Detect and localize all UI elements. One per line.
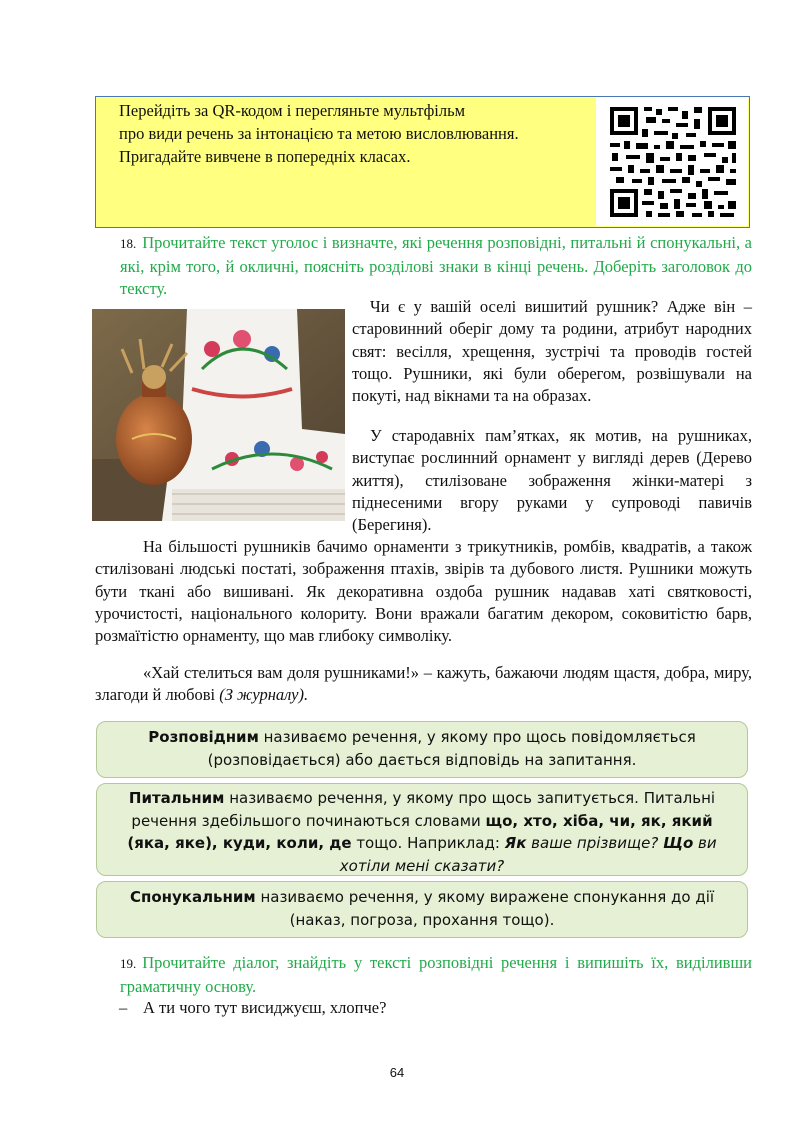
rule-example-1-word: Як (504, 834, 527, 852)
rule-interrogative-term: Питальним (128, 789, 225, 807)
rule-example-1-rest: ваше прізвище? (526, 834, 664, 852)
rule-declarative-term: Розповідним (148, 728, 259, 746)
task-18 (120, 232, 752, 301)
rule-declarative (96, 721, 748, 778)
rule-interrogative-text: називаємо речення, у якому про щось запитується. Питальні речення здебільшого починаються словами (131, 789, 716, 830)
paragraph-2-text: У стародавніх пам’ятках, як мотив, на рушниках, виступає рослинний орнамент у вигляді дерев (Дерево життя), стилізоване зображення жінки-матері з піднесеними вгору руками у супроводі павичів (Берегиня). (352, 426, 752, 535)
paragraph-2 (352, 425, 752, 536)
task-18-text: Прочитайте текст уголос і визначте, які речення розповідні, питальні й спонукальні, а які, крім того, й окличні, поясніть розділові знаки в кінці речень. Доберіть заголовок до тексту. (120, 233, 752, 298)
rule-interrogative-text-2: тощо. Наприклад: (351, 834, 505, 852)
rule-imperative (96, 881, 748, 938)
paragraph-1 (352, 296, 752, 407)
qr-callout-text (119, 99, 599, 168)
qr-callout-line1: Перейдіть за QR-кодом і перегляньте мультфільм (119, 101, 466, 120)
task-18-number: 18. (120, 236, 137, 251)
qr-code-icon[interactable] (596, 97, 748, 226)
rule-declarative-text: називаємо речення, у якому про щось повідомляється (розповідається) або дається відповідь на запитання. (207, 728, 696, 769)
rule-example-2-rest: ви хотіли мені сказати? (339, 834, 717, 875)
page-number: 64 (389, 1065, 405, 1080)
rule-interrogative-words: що, хто, хіба, чи, як, який (яка, яке), куди, коли, де (127, 811, 713, 852)
qr-callout-line3: Пригадайте вивчене в попередніх класах. (119, 147, 411, 166)
task-19-number: 19. (120, 956, 137, 971)
paragraph-3 (95, 536, 752, 647)
task-19 (120, 952, 752, 998)
rule-example-2-word: Що (663, 834, 694, 852)
rule-imperative-term: Спонукальним (129, 888, 256, 906)
task-19-text: Прочитайте діалог, знайдіть у тексті розповідні речення і випишіть їх, виділивши граматичну основу. (120, 953, 752, 996)
paragraph-3-text: На більшості рушників бачимо орнаменти з трикутників, ромбів, квадратів, а також стилізовані людські постаті, зображення птахів, звірів та дубового листя. Рушники можуть бути ткані або вишивані. Як декоративна оздоба рушник надавав хаті святковості, урочистості, національного колориту. Вони вражали багатим декором, соковитістю барв, розмаїтістю орнаменту, що мав глибоку символіку. (95, 537, 752, 646)
paragraph-4 (95, 662, 752, 707)
embroidered-towel-image (92, 309, 345, 521)
qr-callout-line2: про види речень за інтонацією та метою висловлювання. (119, 124, 519, 143)
rule-imperative-text: називаємо речення, у якому виражене спонукання до дії (наказ, погроза, прохання тощо). (255, 888, 715, 929)
dialog-line-1: А ти чого тут висиджуєш, хлопче? (143, 998, 387, 1017)
paragraph-4-text: «Хай стелиться вам доля рушниками!» – кажуть, бажаючи людям щастя, добра, миру, злагоди й любові (95, 663, 752, 705)
dialog-dash: – (119, 998, 128, 1017)
qr-callout-box (95, 96, 750, 228)
paragraph-1-text: Чи є у вашій оселі вишитий рушник? Адже він – старовинний оберіг дому та родини, атрибут народних свят: весілля, хрещення, зустрічі та проводів гостей тощо. Рушники, які були оберегом, розвішували на покуті, над вікнами та на образах. (352, 297, 752, 406)
paragraph-4-source: (З журналу). (219, 685, 309, 705)
rule-interrogative (96, 783, 748, 876)
